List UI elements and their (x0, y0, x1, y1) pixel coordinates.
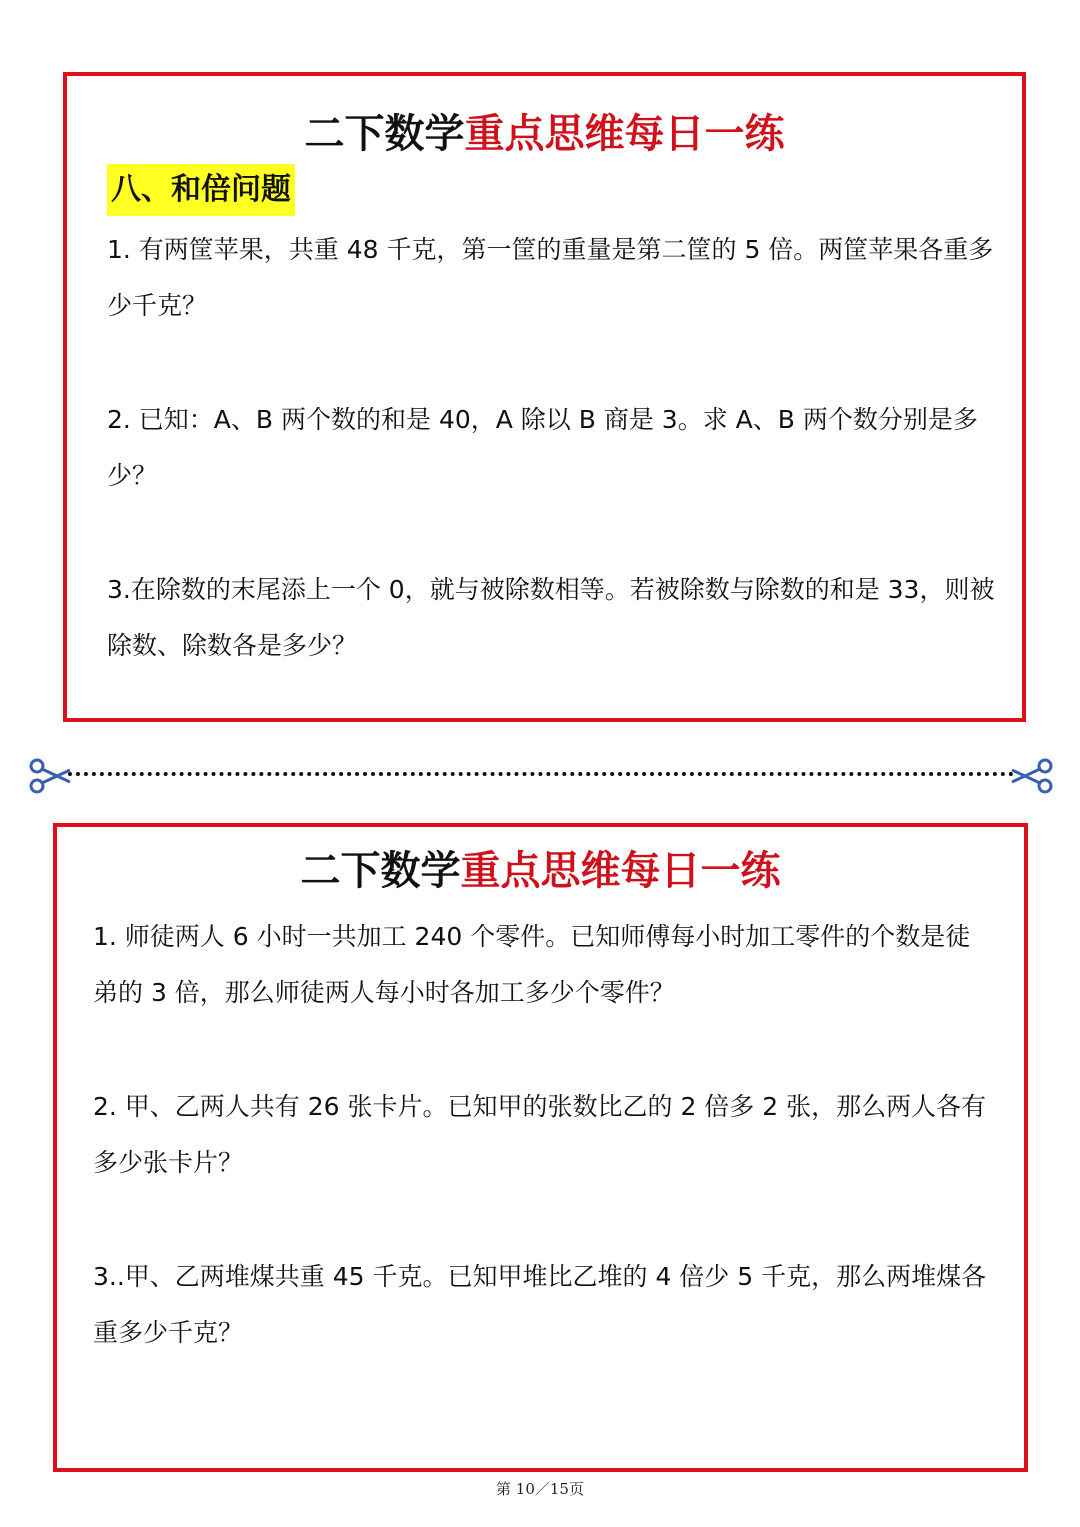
question-1: 1. 师徒两人 6 小时一共加工 240 个零件。已知师傅每小时加工零件的个数是徒弟的 3 倍，那么师徒两人每小时各加工多少个零件？ (93, 922, 971, 1007)
worksheet-title (57, 845, 1024, 897)
section-heading: 八、和倍问题 (107, 164, 295, 216)
title-black-part: 二下数学 (300, 847, 461, 894)
scissors-icon (28, 756, 72, 796)
worksheet-card-2 (53, 823, 1028, 1472)
title-black-part: 二下数学 (304, 110, 465, 157)
question-3: 3..甲、乙两堆煤共重 45 千克。已知甲堆比乙堆的 4 倍少 5 千克，那么两堆煤各重多少千克？ (93, 1262, 987, 1347)
scissors-icon (1010, 756, 1054, 796)
question-2: 2. 甲、乙两人共有 26 张卡片。已知甲的张数比乙的 2 倍多 2 张，那么两人各有多少张卡片？ (93, 1092, 987, 1177)
worksheet-title (67, 108, 1022, 160)
question-2: 2. 已知：A、B 两个数的和是 40，A 除以 B 商是 3。求 A、B 两个数分别是多少？ (107, 405, 978, 490)
question-3: 3.在除数的末尾添上一个 0，就与被除数相等。若被除数与除数的和是 33，则被除数、除数各是多少？ (107, 575, 995, 660)
title-red-part: 重点思维每日一练 (464, 110, 785, 157)
worksheet-card-1 (63, 72, 1026, 722)
page-number: 第 10／15页 (496, 1480, 584, 1498)
cut-line (68, 772, 1014, 776)
title-red-part: 重点思维每日一练 (460, 847, 781, 894)
question-1: 1. 有两筐苹果，共重 48 千克，第一筐的重量是第二筐的 5 倍。两筐苹果各重多少千克？ (107, 235, 994, 320)
